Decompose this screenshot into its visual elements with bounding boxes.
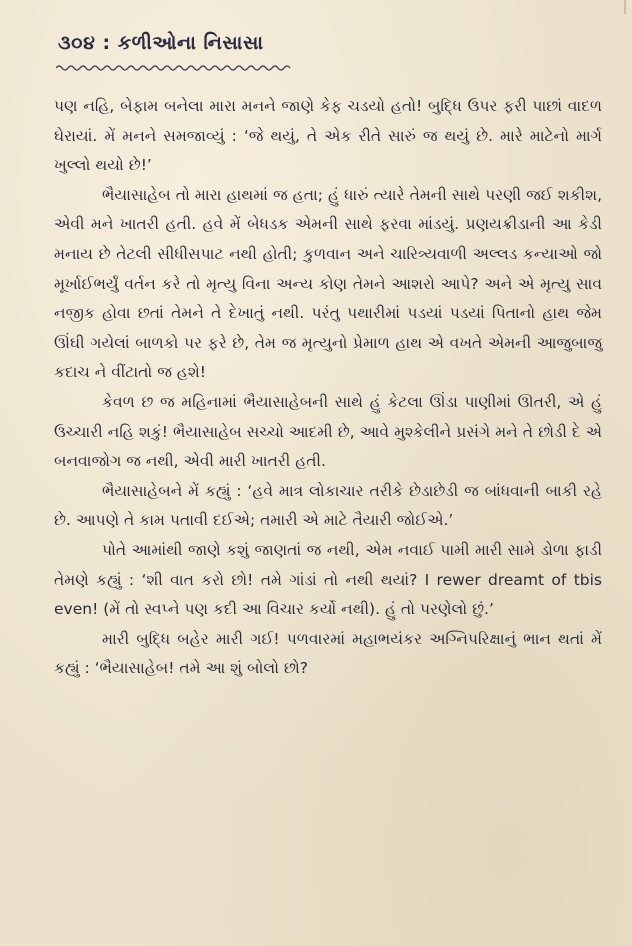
paragraph-1: પણ નહિ, બેફામ બનેલા મારા મનને જાણે કેફ ચડયો હતો! બુદ્ધિ ઉપર ફરી પાછાં વાદળ ઘેરાયાં. મેં મનને સમજાવ્યું : ‘જે થયું, તે એક રીતે સારું જ થયું છે. મારે માટેનો માર્ગ ખુલ્લો થયો છે!’ (54, 97, 602, 175)
paragraph-6: મારી બુદ્ધિ બહેર મારી ગઈ! પળવારમાં મહાભયંકર અગ્નિપરિક્ષાનું ભાન થતાં મેં કહ્યું : ‘ભૈયાસાહેબ! તમે આ શું બોલો છો? (54, 629, 602, 678)
running-head: ૩૦૪ : કળીઓના નિસાસા (58, 32, 264, 54)
paragraph-3: કેવળ છ જ મહિનામાં ભૈયાસાહેબની સાથે હું કેટલા ઊંડા પાણીમાં ઊતરી, એ હું ઉચ્ચારી નહિ શકું! ભૈયાસાહેબ સચ્ચો આદમી છે, આવે મુશ્કેલીને પ્રસંગે મને તે છોડી દે એ બનવાજોગ જ નથી, એવી મારી ખાતરી હતી. (54, 392, 602, 471)
header-wavy-rule (56, 64, 292, 72)
paragraph-2: ભૈયાસાહેબ તો મારા હાથમાં જ હતા; હું ધારું ત્યારે તેમની સાથે પરણી જઈ શકીશ, એવી મને ખાતરી હતી. હવે મેં બેધડક એમની સાથે ફરવા માંડયું. પ્રણયક્રીડાની આ કેડી મનાય છે તેટલી સીધીસપાટ નથી હોતી; કુળવાન અને ચારિત્ર્યવાળી અલ્લડ કન્યાઓ જો મૂર્ખાઈભર્યું વર્તન કરે તો મૃત્યુ વિના અન્ય કોણ તેમને આશરો આપે? અને એ મૃત્યુ સાવ નજીક હોવા છતાં તેમને તે દેખાતું નથી. પરંતુ પથારીમાં પડયાં પડયાં પિતાનો હાથ જેમ ઊંઘી ગયેલાં બાળકો પર ફરે છે, તેમ જ મૃત્યુનો પ્રેમાળ હાથ એ વખતે એમની આજુબાજુ કદાચ ને વીંટાતો જ હશે! (54, 185, 602, 382)
body-text (54, 92, 602, 684)
paragraph-5: પોતે આમાંથી જાણે કશું જાણતાં જ નથી, એમ નવાઈ પામી મારી સામે ડોળા ફાડી તેમણે કહ્યું : ‘શી વાત કરો છો! તમે ગાંડાં તો નથી થયાં? I rewer dreamt of tbis even! (મેં તો સ્વપ્ને પણ કદી આ વિચાર કર્યો નથી). હું તો પરણેલો છું.’ (54, 540, 602, 619)
page-edge-mark (624, 0, 626, 14)
paragraph-4: ભૈયાસાહેબને મેં કહ્યું : ‘હવે માત્ર લોકાચાર તરીકે છેડાછેડી જ બાંધવાની બાકી રહે છે. આપણે તે કામ પતાવી દઈએ; તમારી એ માટે તૈયારી જોઈએ.’ (54, 481, 602, 530)
